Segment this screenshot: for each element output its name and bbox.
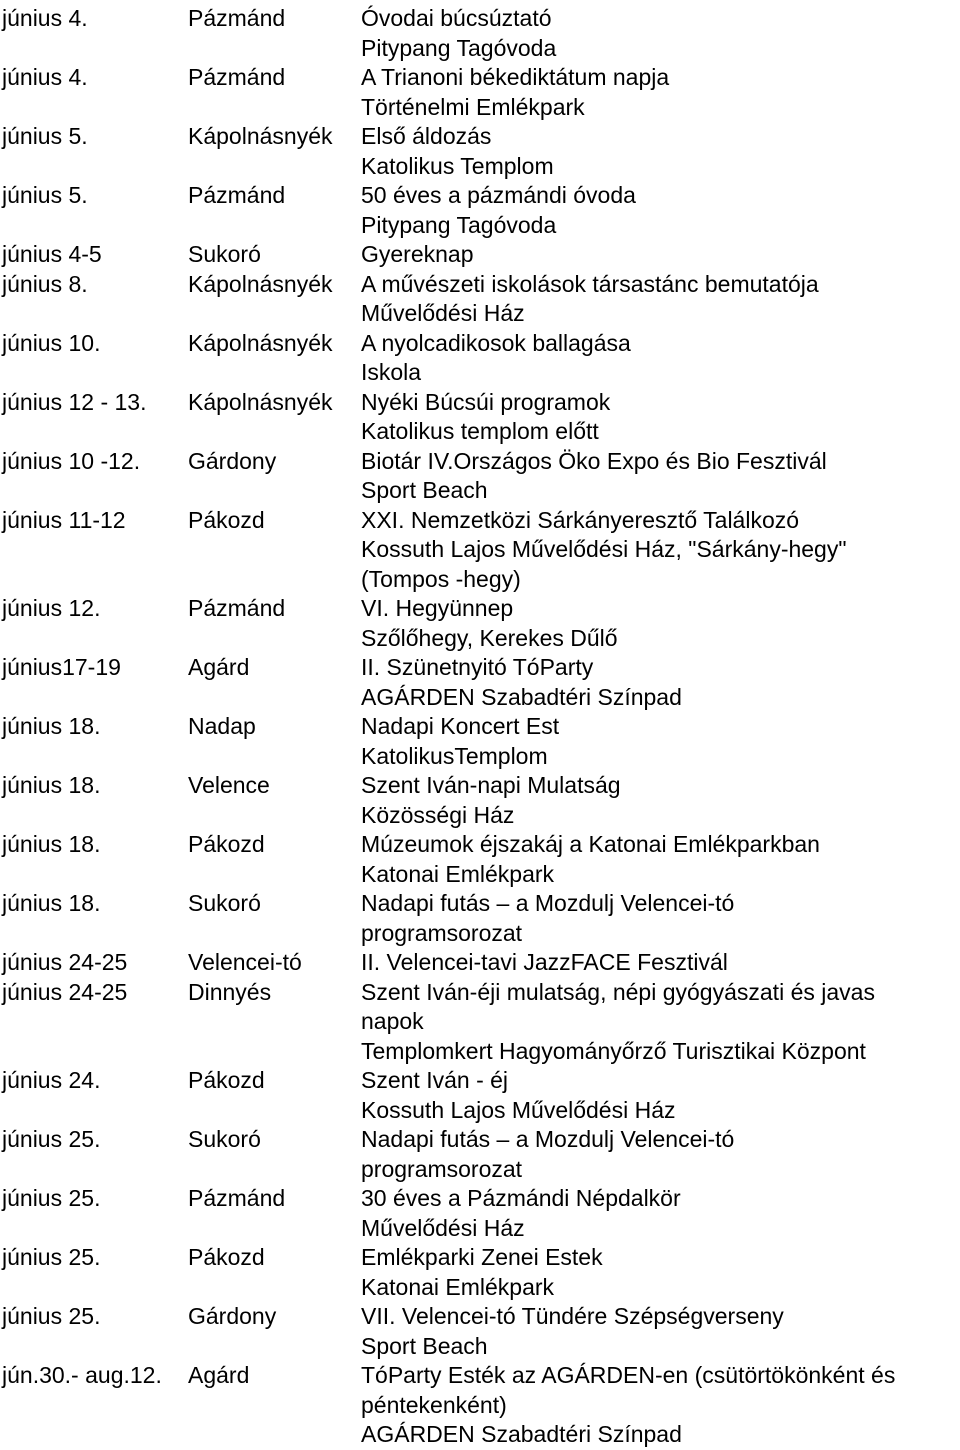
event-date: június 5.: [2, 123, 88, 149]
event-place: Pázmánd: [188, 595, 286, 621]
event-date: június 12.: [2, 595, 101, 621]
event-row: [2, 594, 958, 653]
event-details: [361, 181, 960, 240]
event-details: [361, 1125, 960, 1184]
event-title: Nadapi futás – a Mozdulj Velencei-tó: [361, 890, 735, 916]
event-place: Kápolnásnyék: [188, 388, 333, 415]
event-details: [361, 329, 960, 388]
event-date: június 25.: [2, 1303, 101, 1329]
event-details: [361, 270, 960, 329]
event-date: június 4-5: [2, 241, 102, 267]
event-place: Nadap: [188, 713, 256, 739]
event-title: XXI. Nemzetközi Sárkányeresztő Találkozó: [361, 506, 800, 533]
event-details: [361, 4, 960, 63]
event-place: Agárd: [188, 654, 250, 680]
event-row: [2, 1125, 958, 1184]
event-row: [2, 653, 958, 712]
event-title-cont: programsorozat: [361, 919, 523, 946]
event-venue: AGÁRDEN Szabadtéri Színpad: [361, 1421, 682, 1447]
event-venue: Szőlőhegy, Kerekes Dűlő: [361, 624, 618, 651]
event-date: jún.30.- aug.12.: [2, 1362, 162, 1388]
event-row: [2, 240, 958, 270]
event-details: [361, 889, 960, 948]
event-row: [2, 4, 958, 63]
event-place: Agárd: [188, 1362, 250, 1388]
event-venue: Katonai Emlékpark: [361, 1273, 555, 1300]
event-title: Emlékparki Zenei Estek: [361, 1244, 603, 1270]
event-venue: Katolikus Templom: [361, 152, 554, 179]
event-title: Szent Iván - éj: [361, 1067, 509, 1093]
event-row: [2, 889, 958, 948]
event-place: Pázmánd: [188, 5, 286, 31]
event-place: Pákozd: [188, 506, 265, 533]
event-row: [2, 506, 958, 595]
event-date: június 25.: [2, 1244, 101, 1270]
event-row: [2, 270, 958, 329]
event-place: Pázmánd: [188, 1185, 286, 1211]
event-date: június 4.: [2, 64, 88, 90]
event-date: június 18.: [2, 890, 101, 916]
event-venue: Katonai Emlékpark: [361, 860, 555, 887]
event-venue: Művelődési Ház: [361, 1214, 525, 1241]
event-place: Dinnyés: [188, 978, 272, 1005]
event-details: [361, 447, 960, 506]
event-date: június 24.: [2, 1067, 101, 1093]
event-place: Kápolnásnyék: [188, 270, 333, 297]
event-title-cont: napok: [361, 1008, 424, 1034]
event-venue-extra: (Tompos -hegy): [361, 565, 521, 592]
event-details: [361, 1302, 960, 1361]
event-date: június 8.: [2, 270, 88, 297]
event-title: II. Szünetnyitó TóParty: [361, 654, 594, 680]
event-title: Szent Iván-napi Mulatság: [361, 772, 621, 798]
event-details: [361, 653, 960, 712]
event-date: június 10.: [2, 329, 101, 356]
event-details: [361, 1066, 960, 1125]
event-place: Pákozd: [188, 1244, 265, 1270]
event-title: TóParty Esték az AGÁRDEN-en (csütörtökönként és: [361, 1362, 896, 1388]
event-details: [361, 240, 960, 270]
event-row: [2, 712, 958, 771]
event-details: [361, 948, 960, 978]
event-date: június 25.: [2, 1126, 101, 1152]
event-details: [361, 506, 960, 595]
event-title-cont: programsorozat: [361, 1155, 523, 1182]
event-details: [361, 63, 960, 122]
event-place: Pákozd: [188, 831, 265, 857]
event-title: Óvodai búcsúztató: [361, 5, 552, 31]
event-details: [361, 712, 960, 771]
event-venue: Pitypang Tagóvoda: [361, 211, 557, 238]
event-title: A Trianoni békediktátum napja: [361, 64, 670, 90]
event-row: [2, 447, 958, 506]
event-date: június 25.: [2, 1185, 101, 1211]
event-row: [2, 1361, 958, 1450]
event-venue: Katolikus templom előtt: [361, 418, 599, 444]
event-row: [2, 1302, 958, 1361]
event-date: június 11-12: [2, 506, 126, 533]
event-title-cont: péntekenként): [361, 1391, 507, 1418]
event-title: Nyéki Búcsúi programok: [361, 388, 611, 415]
event-place: Sukoró: [188, 1126, 261, 1152]
event-venue: Sport Beach: [361, 477, 488, 503]
event-date: június 10 -12.: [2, 447, 141, 474]
event-date: június 18.: [2, 713, 101, 739]
event-venue: Kossuth Lajos Művelődési Ház, "Sárkány-hegy": [361, 536, 847, 562]
event-date: június 18.: [2, 831, 101, 857]
event-venue: Sport Beach: [361, 1332, 488, 1359]
event-details: [361, 122, 960, 181]
event-date: június17-19: [2, 654, 121, 680]
event-date: június 24-25: [2, 978, 128, 1005]
event-venue: Kossuth Lajos Művelődési Ház: [361, 1096, 676, 1123]
event-details: [361, 594, 960, 653]
event-row: [2, 329, 958, 388]
event-row: [2, 771, 958, 830]
event-row: [2, 63, 958, 122]
event-list: [2, 4, 958, 1450]
event-row: [2, 1066, 958, 1125]
event-title: Gyereknap: [361, 241, 474, 267]
event-title: 30 éves a Pázmándi Népdalkör: [361, 1185, 681, 1211]
event-venue: AGÁRDEN Szabadtéri Színpad: [361, 683, 682, 710]
event-row: [2, 1184, 958, 1243]
event-row: [2, 830, 958, 889]
event-place: Sukoró: [188, 241, 261, 267]
event-place: Gárdony: [188, 447, 277, 474]
event-venue: Közösségi Ház: [361, 801, 515, 828]
event-place: Kápolnásnyék: [188, 329, 333, 356]
event-place: Pázmánd: [188, 182, 286, 208]
event-place: Gárdony: [188, 1303, 277, 1329]
event-title: 50 éves a pázmándi óvoda: [361, 182, 636, 208]
event-venue: Iskola: [361, 359, 422, 385]
event-title: A művészeti iskolások társastánc bemutatója: [361, 270, 819, 297]
event-details: [361, 1184, 960, 1243]
event-row: [2, 122, 958, 181]
event-title: Biotár IV.Országos Öko Expo és Bio Fesztivál: [361, 447, 827, 474]
event-row: [2, 948, 958, 978]
event-details: [361, 1243, 960, 1302]
event-place: Sukoró: [188, 890, 261, 916]
event-venue: Történelmi Emlékpark: [361, 93, 585, 120]
event-row: [2, 388, 958, 447]
event-place: Kápolnásnyék: [188, 123, 333, 149]
event-title: Múzeumok éjszakáj a Katonai Emlékparkban: [361, 831, 820, 857]
event-date: június 5.: [2, 182, 88, 208]
event-place: Pázmánd: [188, 64, 286, 90]
event-title: Nadapi futás – a Mozdulj Velencei-tó: [361, 1126, 735, 1152]
event-place: Pákozd: [188, 1067, 265, 1093]
event-date: június 24-25: [2, 949, 128, 975]
event-row: [2, 181, 958, 240]
event-title: Szent Iván-éji mulatság, népi gyógyászati és javas: [361, 978, 875, 1005]
event-title: A nyolcadikosok ballagása: [361, 329, 631, 356]
event-venue: Pitypang Tagóvoda: [361, 34, 557, 61]
event-date: június 4.: [2, 5, 88, 31]
event-details: [361, 1361, 960, 1450]
event-title: VI. Hegyünnep: [361, 595, 514, 621]
event-venue: KatolikusTemplom: [361, 742, 548, 769]
event-title: II. Velencei-tavi JazzFACE Fesztivál: [361, 949, 728, 975]
event-venue: Művelődési Ház: [361, 300, 525, 326]
event-title: Nadapi Koncert Est: [361, 713, 560, 739]
event-date: június 18.: [2, 772, 101, 798]
event-details: [361, 771, 960, 830]
event-row: [2, 1243, 958, 1302]
event-place: Velencei-tó: [188, 949, 302, 975]
event-details: [361, 388, 960, 447]
event-details: [361, 978, 960, 1067]
event-venue: Templomkert Hagyományőrző Turisztikai Központ: [361, 1037, 866, 1064]
event-place: Velence: [188, 772, 270, 798]
event-details: [361, 830, 960, 889]
event-row: [2, 978, 958, 1067]
event-title: Első áldozás: [361, 123, 492, 149]
event-title: VII. Velencei-tó Tündére Szépségverseny: [361, 1303, 784, 1329]
event-date: június 12 - 13.: [2, 388, 147, 415]
